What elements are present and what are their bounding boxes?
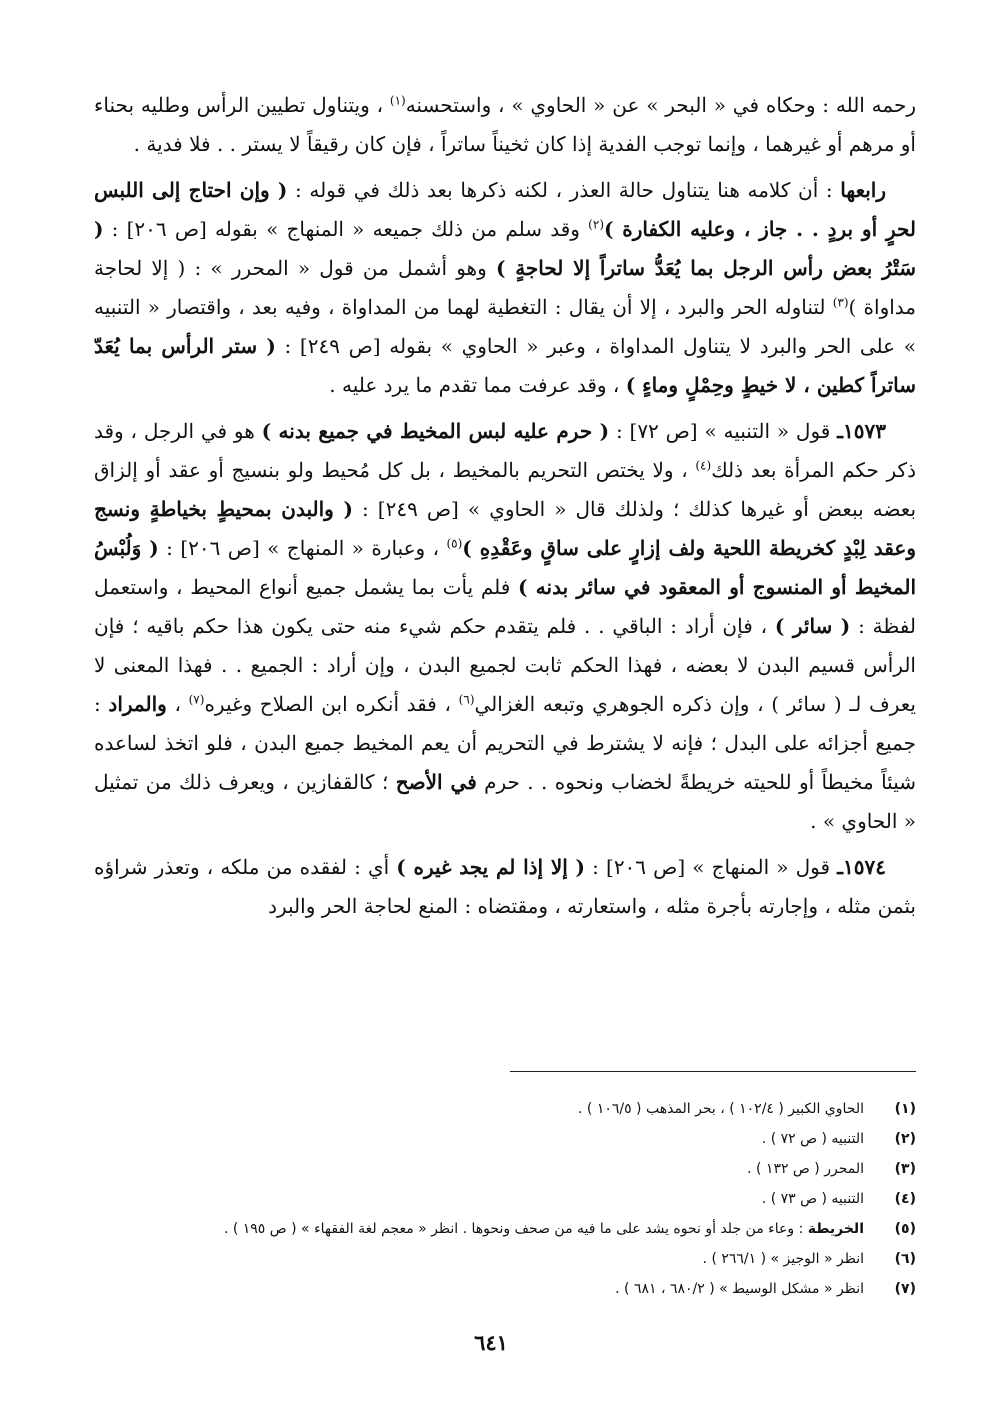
bold-text-segment: ( حرم عليه لبس المخيط في جميع بدنه ) — [261, 419, 610, 443]
text-segment: ؛ كالقفازين ، ويعرف ذلك من تمثيل « الحاوي » . — [94, 770, 916, 833]
footnote-reference: (٦) — [458, 692, 475, 707]
text-segment: انظر « مشكل الوسيط » ( ٦٨٠/٢ ، ٦٨١ ) . — [615, 1281, 864, 1297]
footnote-number: (٤) — [894, 1191, 916, 1207]
text-segment: قول « التنبيه » [ص ٧٢] : — [609, 419, 838, 443]
footnote-number: (١) — [894, 1101, 916, 1117]
footnote-item — [94, 1274, 916, 1304]
text-segment: فلم يأت بما يشمل جميع أنواع المحيط ، واستعمل لفظة : — [94, 575, 916, 638]
bold-text-segment: ( إلا إذا لم يجد غيره ) — [396, 855, 585, 879]
footnote-number: (٣) — [894, 1161, 916, 1177]
footnote-reference: (٢) — [588, 217, 604, 232]
footnote-number: (٢) — [894, 1131, 916, 1147]
text-segment: ، وقد عرفت مما تقدم ما يرد عليه . — [329, 373, 626, 397]
footnote-text — [94, 1124, 864, 1154]
text-segment: التنبيه ( ص ٧٢ ) . — [761, 1131, 864, 1147]
bold-text-segment: ( وَلُبْسُ المخيط أو المنسوج أو المعقود في سائر بدنه ) — [94, 536, 916, 599]
footnote-reference: (٥) — [446, 536, 463, 551]
bold-text-segment: ( وإن احتاج إلى اللبس لحرٍ أو بردٍ . . جاز ، وعليه الكفارة ) — [94, 178, 916, 241]
bold-text-segment: رابعها — [840, 178, 886, 202]
text-segment: ، ولا يختص التحريم بالمخيط ، بل كل مُحيط ولو بنسيج أو عقد أو إلزاق بعضه ببعض أو غيرها كذلك ؛ ولذلك قال « الحاوي » [ص ٢٤٩] : — [94, 458, 917, 521]
footnote-number: (٦) — [894, 1251, 916, 1267]
footnote-text — [94, 1214, 864, 1244]
footnote-text — [94, 1274, 864, 1304]
text-segment: قول « المنهاج » [ص ٢٠٦] : — [585, 855, 838, 879]
paragraph-p1 — [94, 86, 916, 164]
footnote-separator — [510, 1071, 916, 1072]
footnote-text — [94, 1184, 864, 1214]
text-segment: : جميع أجزائه على البدل ؛ فإنه لا يشترط في التحريم أن يعم المخيط جميع البدن ، فلو اتخذ لساعده شيئاً مخيطاً أو للحيته خريطةً لخضاب ونحوه . . حرم — [94, 692, 916, 794]
text-segment: رحمه الله : وحكاه في « البحر » عن « الحاوي » ، واستحسنه — [405, 93, 916, 117]
text-segment: المحرر ( ص ١٣٢ ) . — [747, 1161, 864, 1177]
footnote-text — [94, 1244, 864, 1274]
bold-text-segment: ١٥٧٣ـ — [837, 419, 886, 443]
paragraph-p2 — [94, 171, 916, 405]
footnote-item — [94, 1124, 916, 1154]
bold-text-segment: في الأصح — [395, 770, 477, 794]
paragraph-p3 — [94, 412, 916, 841]
bold-text-segment: ( سَتْرُ بعض رأس الرجل بما يُعَدُّ ساتراً إلا لحاجةٍ ) — [94, 217, 916, 280]
text-segment: التنبيه ( ص ٧٣ ) . — [761, 1191, 864, 1207]
footnote-reference: (٧) — [188, 692, 205, 707]
text-segment: ، ويتناول تطيين الرأس وطليه بحناء أو مرهم أو غيرهما ، وإنما توجب الفدية إذا كان ثخيناً ساتراً ، فإن كان رقيقاً لا يستر . . فلا فدية . — [94, 93, 916, 156]
text-segment: : أن كلامه هنا يتناول حالة العذر ، لكنه ذكرها بعد ذلك في قوله : — [287, 178, 841, 202]
footnote-reference: (٣) — [832, 295, 849, 310]
text-segment: ، فقد أنكره ابن الصلاح وغيره — [204, 692, 459, 716]
bold-text-segment: الخريطة — [807, 1221, 864, 1237]
text-segment: ، فإن أراد : الباقي . . فلم يتقدم حكم شيء منه حتى يكون هذا حكم باقيه ؛ فإن الرأس قسيم البدن لا بعضه ، فهذا الحكم ثابت لجميع البدن ، وإن أراد : الجميع . . فهذا المعنى لا يعرف لـ ( سائر ) ، وإن ذكره الجوهري وتبعه الغزالي — [94, 614, 916, 716]
text-segment: : وعاء من جلد أو نحوه يشد على ما فيه من صحف ونحوها . انظر « معجم لغة الفقهاء » ( ص ١٩٥ ) . — [223, 1221, 808, 1237]
bold-text-segment: والمراد — [108, 692, 167, 716]
text-segment: وهو أشمل من قول « المحرر » : ( إلا لحاجة مداواة ) — [94, 256, 917, 319]
footnote-item — [94, 1154, 916, 1184]
footnote-reference: (١) — [389, 93, 406, 108]
footnote-item — [94, 1184, 916, 1214]
footnote-number: (٥) — [894, 1221, 916, 1237]
text-segment: أي : لفقده من ملكه ، وتعذر شراؤه بثمن مثله ، وإجارته بأجرة مثله ، واستعارته ، ومقتضاه : المنع لحاجة الحر والبرد — [94, 855, 916, 918]
bold-text-segment: ( سائر ) — [774, 614, 851, 638]
text-segment: الحاوي الكبير ( ١٠٢/٤ ) ، بحر المذهب ( ١٠٦/٥ ) . — [578, 1101, 864, 1117]
text-segment: هو في الرجل ، وقد ذكر حكم المرأة بعد ذلك — [94, 419, 916, 482]
footnote-item — [94, 1244, 916, 1274]
main-text — [94, 86, 916, 933]
text-segment: ، وعبارة « المنهاج » [ص ٢٠٦] : — [158, 536, 447, 560]
text-segment: وقد سلم من ذلك جميعه « المنهاج » بقوله [ص ٢٠٦] : — [103, 217, 589, 241]
footnote-number: (٧) — [894, 1281, 916, 1297]
footnote-text — [94, 1154, 864, 1184]
footnote-item — [94, 1214, 916, 1244]
bold-text-segment: ( ستر الرأس بما يُعَدّ ساتراً كطين ، لا خيطٍ وحِمْلٍ وماءٍ ) — [94, 334, 916, 397]
footnote-item — [94, 1094, 916, 1124]
text-segment: ، — [166, 692, 189, 716]
text-segment: لتناوله الحر والبرد ، إلا أن يقال : التغطية لهما من المداواة ، وفيه بعد ، واقتصار « التنبيه » على الحر والبرد لا يتناول المداواة ، وعبر « الحاوي » بقوله [ص ٢٤٩] : — [94, 295, 916, 358]
page-number: ٦٤١ — [474, 1330, 508, 1355]
footnote-text — [94, 1094, 864, 1124]
text-segment: انظر « الوجيز » ( ٢٦٦/١ ) . — [702, 1251, 864, 1267]
footnote-reference: (٤) — [695, 458, 712, 473]
bold-text-segment: ( والبدن بمحيطٍ بخياطةٍ ونسج وعقد لِبْدٍ كخريطة اللحية ولف إزارٍ على ساقٍ وعَقْدِهِ ) — [94, 497, 916, 560]
bold-text-segment: ١٥٧٤ـ — [837, 855, 886, 879]
paragraph-p4 — [94, 848, 916, 926]
footnotes — [94, 1094, 916, 1304]
